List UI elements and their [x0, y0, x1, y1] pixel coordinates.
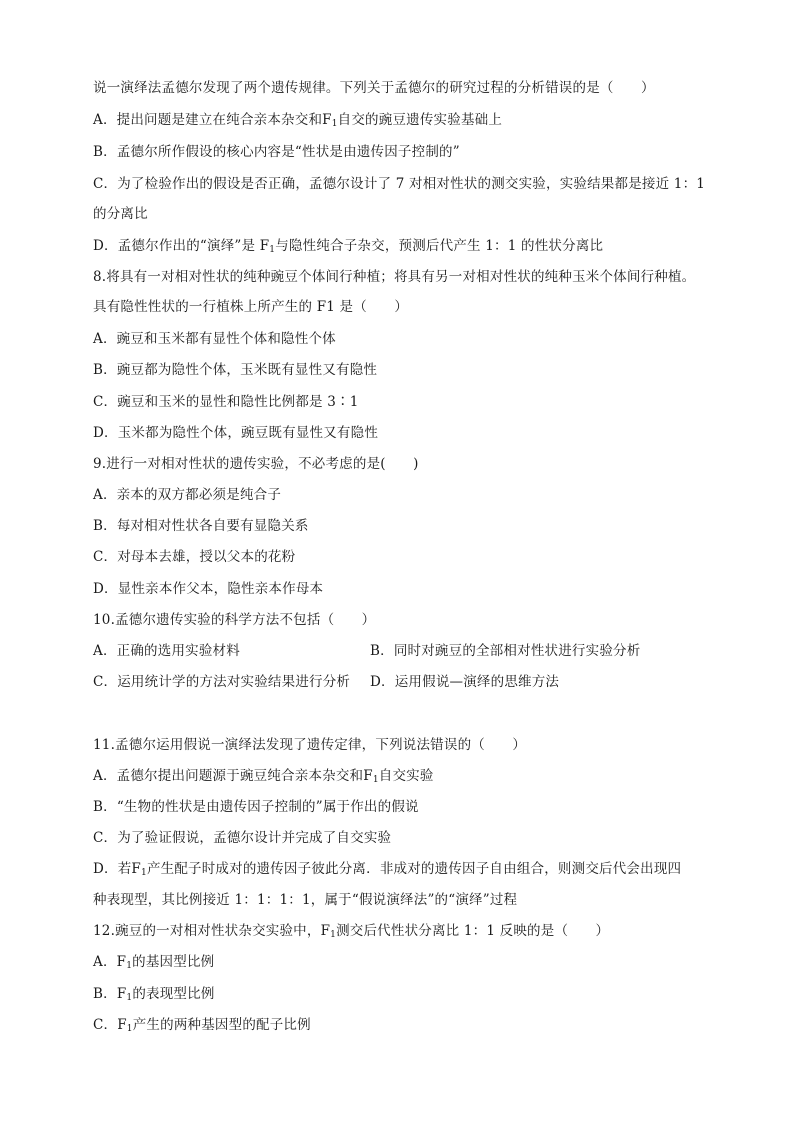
- q9-option-b: B．每对相对性状各自要有显隐关系: [93, 518, 309, 534]
- q7-option-c-line2: 的分离比: [93, 206, 148, 222]
- q8-option-c: C．豌豆和玉米的显性和隐性比例都是 3∶1: [93, 394, 359, 410]
- q8-stem-line1: 8.将具有一对相对性状的纯种豌豆个体间行种植；将具有另一对相对性状的纯种玉米个体间行种植。: [93, 269, 696, 285]
- q12-stem: 12.豌豆的一对相对性状杂交实验中，$F_1$测交后代性状分离比 1：1 反映的是（ ）: [93, 923, 610, 940]
- q11-option-d-line2: 种表现型，其比例接近 1：1：1：1，属于“假说演绎法”的“演绎”过程: [93, 892, 518, 908]
- q11-option-a: A．孟德尔提出问题源于豌豆纯合亲本杂交和$F_1$自交实验: [93, 768, 434, 785]
- q10-option-a: A．正确的选用实验材料: [93, 643, 240, 659]
- q11-option-d-line1: D．若$F_1$产生配子时成对的遗传因子彼此分离．非成对的遗传因子自由组合，则测交后代会出现四: [93, 861, 682, 878]
- q10-stem: 10.孟德尔遗传实验的科学方法不包括（ ）: [93, 612, 376, 628]
- q10-option-d: D．运用假说—演绎的思维方法: [370, 674, 560, 690]
- q12-option-b: B．$F_1$的表现型比例: [93, 986, 215, 1003]
- q11-stem: 11.孟德尔运用假说一演绎法发现了遗传定律，下列说法错误的（ ）: [93, 737, 527, 753]
- q9-option-a: A．亲本的双方都必须是纯合子: [93, 487, 282, 503]
- q12-option-a: A．$F_1$的基因型比例: [93, 954, 215, 971]
- q7-stem: 说一演绎法孟德尔发现了两个遗传规律。下列关于孟德尔的研究过程的分析错误的是（ ）: [93, 80, 655, 96]
- q8-option-b: B．豌豆都为隐性个体，玉米既有显性又有隐性: [93, 362, 378, 378]
- q11-option-c: C．为了验证假说，孟德尔设计并完成了自交实验: [93, 830, 392, 846]
- q8-stem-line2: 具有隐性性状的一行植株上所产生的 F1 是（ ）: [93, 299, 409, 315]
- q12-option-c: C．$F_1$产生的两种基因型的配子比例: [93, 1017, 311, 1034]
- q10-option-b: B．同时对豌豆的全部相对性状进行实验分析: [370, 643, 641, 659]
- q10-option-c: C．运用统计学的方法对实验结果进行分析: [93, 674, 351, 690]
- q9-stem: 9.进行一对相对性状的遗传实验，不必考虑的是( ): [93, 456, 419, 472]
- q7-option-c-line1: C．为了检验作出的假设是否正确，孟德尔设计了 7 对相对性状的测交实验，实验结果都是接近 1：1: [93, 176, 706, 192]
- q7-option-d: D．孟德尔作出的“演绎”是 $F_1$与隐性纯合子杂交，预测后代产生 1：1 的性状分离比: [93, 238, 604, 255]
- q9-option-c: C．对母本去雄，授以父本的花粉: [93, 549, 296, 565]
- q7-option-a: A．提出问题是建立在纯合亲本杂交和$F_1$自交的豌豆遗传实验基础上: [93, 112, 503, 129]
- q8-option-d: D．玉米都为隐性个体，豌豆既有显性又有隐性: [93, 425, 379, 441]
- q11-option-b: B．“生物的性状是由遗传因子控制的”属于作出的假说: [93, 799, 419, 815]
- q7-option-b: B．孟德尔所作假设的核心内容是“性状是由遗传因子控制的”: [93, 144, 460, 160]
- q8-option-a: A．豌豆和玉米都有显性个体和隐性个体: [93, 331, 336, 347]
- q9-option-d: D．显性亲本作父本，隐性亲本作母本: [93, 581, 324, 597]
